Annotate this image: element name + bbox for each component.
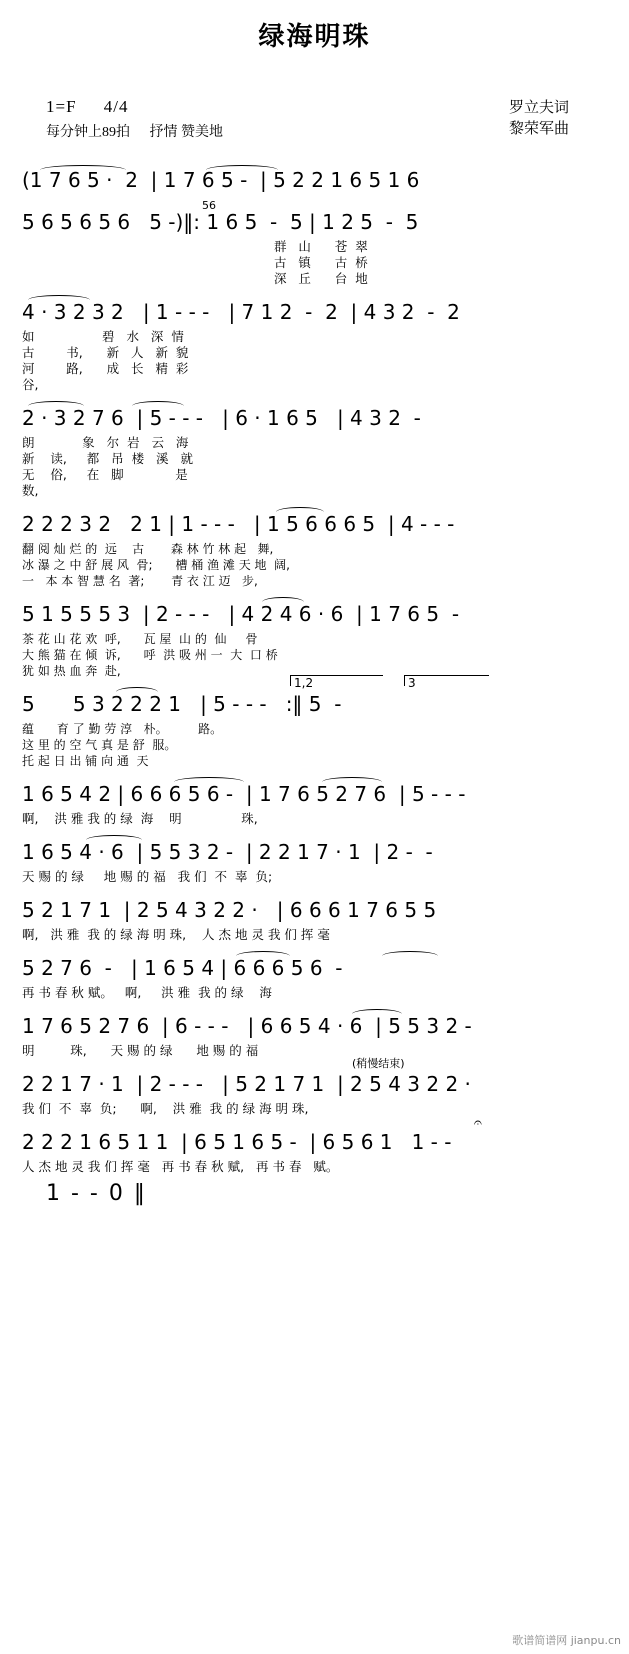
note-line: 2 2 2 1 6 5 1 1 | 6 5 1 6 5 - | 6 5 6 1 1 - -: [22, 1130, 452, 1154]
lyric-line-2: 大 熊 猫 在 倾 诉, 呼 洪 吸 州 一 大 口 桥: [22, 648, 278, 662]
lyric-line-2: 古 书, 新 人 新 貌: [22, 345, 189, 360]
lyric-line-1: 啊, 洪 雅 我 的 绿 海 明 珠,: [22, 811, 258, 826]
note-line: 1 7 6 5 2 7 6 | 6 - - - | 6 6 5 4 · 6 | 5 5 3 2 -: [22, 1014, 472, 1038]
volta-bracket-2: [404, 675, 489, 686]
slur-icon: [206, 165, 278, 175]
system-7: [22, 676, 607, 769]
system-6: [22, 601, 607, 679]
note-line: 1 - - 0 ‖: [46, 1181, 147, 1206]
note-superscript: 56: [202, 199, 216, 212]
score-header: [0, 97, 629, 157]
lyric-line-1: 啊, 洪 雅 我 的 绿 海 明 珠, 人 杰 地 灵 我 们 挥 毫: [22, 927, 330, 942]
score-body: [0, 167, 629, 1206]
lyric-line-1: 我 们 不 辜 负; 啊, 洪 雅 我 的 绿 海 明 珠,: [22, 1101, 309, 1116]
lyric-line-1: 天 赐 的 绿 地 赐 的 福 我 们 不 辜 负;: [22, 869, 273, 884]
system-12: [22, 1013, 607, 1059]
slur-icon: [262, 597, 304, 607]
lyric-line-3: 无 俗, 在 脚 是: [22, 467, 188, 482]
key-tempo-block: [46, 97, 223, 141]
lyric-line-3: 托 起 日 出 铺 向 通 天: [22, 754, 149, 768]
slur-icon: [40, 165, 126, 175]
slur-icon: [86, 835, 142, 845]
system-9: [22, 839, 607, 885]
slur-icon: [132, 401, 184, 411]
fermata-icon: 𝄐: [474, 1115, 482, 1131]
tempo-marking: 每分钟上89拍: [46, 125, 130, 140]
system-15: [22, 1181, 607, 1206]
lyricist: 罗立夫词: [508, 98, 569, 116]
slur-icon: [352, 1009, 402, 1019]
lyric-line-1: 茶 花 山 花 欢 呼, 瓦 屋 山 的 仙 骨: [22, 632, 258, 646]
watermark: 歌谱简谱网 jianpu.cn: [512, 1634, 621, 1647]
page-title: 绿海明珠: [258, 22, 371, 52]
mood-marking: 抒情 赞美地: [149, 125, 223, 140]
lyric-line-3: 深 丘 台 地: [274, 271, 368, 286]
system-1: [22, 167, 607, 197]
lyric-line-1: 蕴 育 了 勤 劳 淳 朴。 路。: [22, 722, 223, 736]
sheet-music-page: [0, 16, 629, 1654]
system-13: [22, 1057, 607, 1117]
system-11: [22, 955, 607, 1001]
slur-icon: [174, 777, 244, 787]
note-line: 1 6 5 4 2 | 6 6 6 5 6 - | 1 7 6 5 2 7 6 | 5 - - -: [22, 782, 466, 806]
lyric-line-2: 古 镇 古 桥: [274, 255, 368, 270]
lyric-line-1: 人 杰 地 灵 我 们 挥 毫 再 书 春 秋 赋, 再 书 春 赋。: [22, 1159, 339, 1174]
note-line: 5 5 3 2 2 2 1 | 5 - - - :‖ 5 -: [22, 692, 342, 716]
slur-icon: [116, 687, 158, 697]
time-signature: 4/4: [103, 97, 129, 116]
slur-icon: [276, 507, 324, 517]
credits-block: [509, 97, 569, 139]
system-4: [22, 405, 607, 499]
slur-icon: [322, 777, 382, 787]
lyric-line-1: 群 山 苍 翠: [274, 239, 368, 254]
system-10: [22, 897, 607, 943]
volta-label-1-2: 1,2: [294, 676, 314, 690]
note-line: 2 · 3 2 7 6 | 5 - - - | 6 · 1 6 5 | 4 3 2 -: [22, 406, 421, 430]
note-line: 1 6 5 4 · 6 | 5 5 3 2 - | 2 2 1 7 · 1 | 2 - -: [22, 840, 433, 864]
lyric-line-1: 朗 象 尔 岩 云 海: [22, 435, 189, 450]
slur-icon: [382, 951, 438, 961]
lyric-line-2: 新 读, 都 吊 楼 溪 就: [22, 451, 193, 466]
note-line: (1 7 6 5 · 2 | 1 7 6 5 - | 5 2 2 1 6 5 1 6: [22, 168, 420, 192]
lyric-line-2: 冰 瀑 之 中 舒 展 风 骨; 槽 桶 渔 滩 天 地 阔,: [22, 558, 290, 572]
lyric-line-3: 一 本 本 智 慧 名 著; 青 衣 江 迈 步,: [22, 574, 258, 588]
note-line: 4 · 3 2 3 2 | 1 - - - | 7 1 2 - 2 | 4 3 2 - 2: [22, 300, 460, 324]
lyric-line-4: 谷,: [22, 377, 39, 392]
lyric-line-1: 翻 阅 灿 烂 的 远 古 森 林 竹 林 起 舞,: [22, 542, 274, 556]
slur-icon: [236, 951, 290, 961]
system-3: [22, 299, 607, 393]
system-5: [22, 511, 607, 589]
ending-instruction: (稍慢结束): [352, 1057, 405, 1070]
lyric-line-1: 如 碧 水 深 情: [22, 329, 184, 344]
note-line: 5 1 5 5 5 3 | 2 - - - | 4 2 4 6 · 6 | 1 7 6 5 -: [22, 602, 460, 626]
lyric-line-3: 河 路, 成 长 精 彩: [22, 361, 189, 376]
note-line: 2 2 1 7 · 1 | 2 - - - | 5 2 1 7 1 | 2 5 4 3 2 2 ·: [22, 1072, 471, 1096]
note-line: 2 2 2 3 2 2 1 | 1 - - - | 1 5 6 6 6 5 | 4 - - -: [22, 512, 455, 536]
lyric-line-2: 这 里 的 空 气 真 是 舒 服。: [22, 738, 177, 752]
lyric-line-1: 明 珠, 天 赐 的 绿 地 赐 的 福: [22, 1043, 259, 1058]
lyric-line-1: 再 书 春 秋 赋。 啊, 洪 雅 我 的 绿 海: [22, 985, 272, 1000]
key-signature: 1=F: [46, 97, 77, 116]
note-line: 5 2 7 6 - | 1 6 5 4 | 6 6 6 5 6 -: [22, 956, 343, 980]
system-8: [22, 781, 607, 827]
note-line: 5 2 1 7 1 | 2 5 4 3 2 2 · | 6 6 6 1 7 6 5 5: [22, 898, 437, 922]
volta-label-3: 3: [408, 676, 416, 690]
system-2: [22, 199, 607, 287]
system-14: [22, 1115, 607, 1175]
slur-icon: [28, 295, 90, 305]
slur-icon: [28, 401, 84, 411]
lyric-line-4: 数,: [22, 483, 39, 498]
lyric-line-3: 犹 如 热 血 奔 赴,: [22, 664, 121, 678]
composer: 黎荣军曲: [508, 119, 569, 137]
note-line: 5 6 5 6 5 6 5 -)‖: 1 6 5 - 5 | 1 2 5 - 5: [22, 210, 419, 234]
